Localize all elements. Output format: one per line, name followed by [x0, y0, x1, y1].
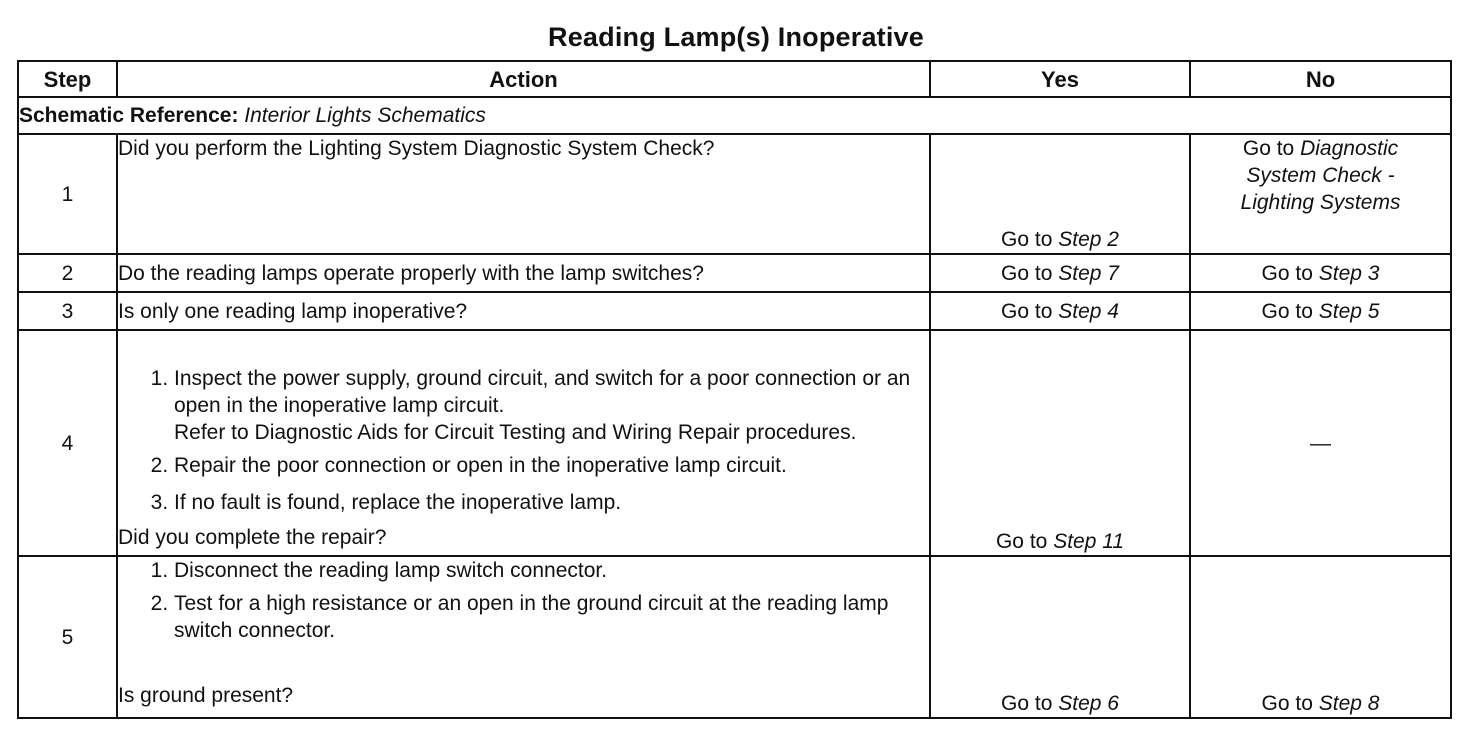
action-cell	[117, 292, 930, 330]
table-row	[18, 292, 1451, 330]
list-item	[174, 590, 929, 644]
procedure-list	[118, 365, 929, 516]
yes-cell	[930, 556, 1190, 718]
yes-prefix: Go to	[1001, 261, 1053, 285]
step-number: 2	[18, 254, 117, 292]
yes-prefix: Go to	[1001, 228, 1053, 251]
no-cell	[1190, 134, 1451, 254]
yes-step-ref: Step 4	[1058, 299, 1119, 323]
item-text: Inspect the power supply, ground circuit, and switch for a poor connection or an open in the inoperative lamp circuit.	[174, 367, 911, 417]
no-dash: —	[1310, 431, 1331, 455]
item-text: Disconnect the reading lamp switch connector.	[174, 559, 608, 582]
header-no: No	[1190, 61, 1451, 97]
yes-prefix: Go to	[1001, 299, 1053, 323]
no-cell	[1190, 556, 1451, 718]
action-cell	[117, 556, 930, 718]
yes-cell	[930, 330, 1190, 556]
header-yes: Yes	[930, 61, 1190, 97]
yes-prefix: Go to	[995, 530, 1048, 553]
diagnostic-table	[17, 60, 1452, 719]
no-step-ref: Step 3	[1318, 261, 1380, 285]
no-cell	[1190, 254, 1451, 292]
list-item	[174, 365, 929, 446]
no-cell	[1190, 292, 1451, 330]
action-question: Did you complete the repair?	[118, 526, 387, 549]
yes-step-ref: Step 11	[1053, 530, 1125, 553]
item-text: If no fault is found, replace the inoperative lamp.	[174, 491, 622, 514]
no-step-ref: Step 5	[1318, 299, 1380, 323]
schematic-link: Interior Lights Schematics	[244, 104, 486, 127]
item-note: Refer to Diagnostic Aids for Circuit Testing and Wiring Repair procedures.	[174, 421, 857, 444]
action-cell	[117, 330, 930, 556]
action-cell	[117, 254, 930, 292]
no-prefix: Go to	[1261, 261, 1313, 285]
no-prefix: Go to	[1242, 137, 1295, 160]
yes-step-ref: Step 7	[1058, 261, 1119, 285]
schematic-reference	[18, 97, 1451, 134]
header-action: Action	[117, 61, 930, 97]
step-number: 1	[18, 134, 117, 254]
no-cell	[1190, 330, 1451, 556]
action-question: Is ground present?	[118, 684, 294, 707]
page-title: Reading Lamp(s) Inoperative	[548, 22, 924, 52]
no-step-ref: Diagnostic System Check - Lighting Systems	[1240, 137, 1401, 214]
action-question: Did you perform the Lighting System Diagnostic System Check?	[118, 137, 715, 160]
table-row	[18, 254, 1451, 292]
action-cell	[117, 134, 930, 254]
table-row	[18, 556, 1451, 718]
table-row	[18, 134, 1451, 254]
list-item	[174, 557, 929, 584]
item-text: Repair the poor connection or open in the inoperative lamp circuit.	[174, 454, 787, 477]
header-row	[18, 61, 1451, 97]
schematic-label: Schematic Reference:	[19, 104, 239, 127]
no-prefix: Go to	[1261, 692, 1313, 715]
list-item	[174, 452, 929, 479]
action-question: Is only one reading lamp inoperative?	[118, 299, 468, 323]
yes-cell	[930, 292, 1190, 330]
step-number: 4	[18, 330, 117, 556]
procedure-list	[118, 557, 929, 644]
yes-cell	[930, 134, 1190, 254]
header-step: Step	[18, 61, 117, 97]
step-number: 3	[18, 292, 117, 330]
table-row	[18, 330, 1451, 556]
no-prefix: Go to	[1261, 299, 1313, 323]
yes-cell	[930, 254, 1190, 292]
yes-prefix: Go to	[1001, 692, 1053, 715]
action-question: Do the reading lamps operate properly with the lamp switches?	[118, 261, 704, 285]
list-item	[174, 489, 929, 516]
item-text: Test for a high resistance or an open in the ground circuit at the reading lamp switch connector.	[174, 592, 889, 642]
yes-step-ref: Step 6	[1058, 692, 1119, 715]
no-step-ref: Step 8	[1318, 692, 1380, 715]
step-number: 5	[18, 556, 117, 718]
schematic-row	[18, 97, 1451, 134]
yes-step-ref: Step 2	[1058, 228, 1119, 251]
